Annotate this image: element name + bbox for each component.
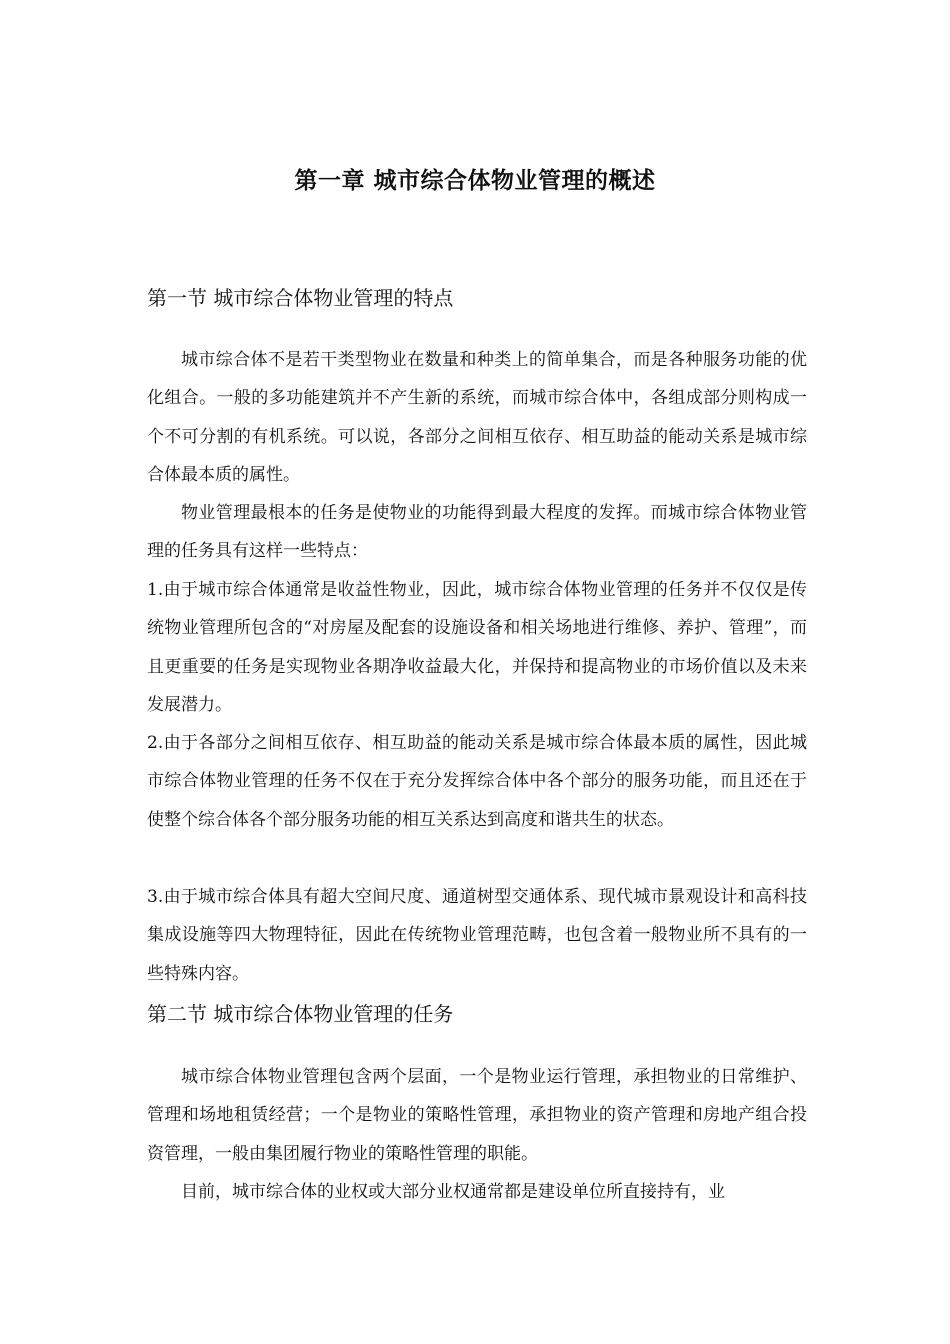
section-title-2: 第二节 城市综合体物业管理的任务 [147,1002,454,1026]
section-1-list-item-1: 1.由于城市综合体通常是收益性物业，因此，城市综合体物业管理的任务并不仅仅是传统物业管理所包含的“对房屋及配套的设施设备和相关场地进行维修、养护、管理”，而且更重要的任务是实现物业各期净收益最大化，并保持和提高物业的市场价值以及未来发展潜力。 [147,580,807,716]
section-title-1: 第一节 城市综合体物业管理的特点 [147,286,454,310]
section-1-list-item-2: 2.由于各部分之间相互依存、相互助益的能动关系是城市综合体最本质的属性，因此城市综合体物业管理的任务不仅在于充分发挥综合体中各个部分的服务功能，而且还在于使整个综合体各个部分服务功能的相互关系达到高度和谐共生的状态。 [147,733,807,830]
section-2-paragraph-2: 目前，城市综合体的业权或大部分业权通常都是建设单位所直接持有，业 [181,1182,725,1202]
section-1-paragraph-1: 城市综合体不是若干类型物业在数量和种类上的简单集合，而是各种服务功能的优化组合。一般的多功能建筑并不产生新的系统，而城市综合体中，各组成部分则构成一个不可分割的有机系统。可以说，各部分之间相互依存、相互助益的能动关系是城市综合体最本质的属性。 [147,350,807,486]
section-1-paragraph-2: 物业管理最根本的任务是使物业的功能得到最大程度的发挥。而城市综合体物业管理的任务具有这样一些特点： [147,503,807,562]
section-2-paragraph-1: 城市综合体物业管理包含两个层面，一个是物业运行管理，承担物业的日常维护、管理和场地租赁经营；一个是物业的策略性管理，承担物业的资产管理和房地产组合投资管理，一般由集团履行物业的策略性管理的职能。 [147,1067,807,1164]
chapter-title: 第一章 城市综合体物业管理的概述 [294,167,656,194]
section-1-list-item-3: 3.由于城市综合体具有超大空间尺度、通道树型交通体系、现代城市景观设计和高科技集成设施等四大物理特征，因此在传统物业管理范畴，也包含着一般物业所不具有的一些特殊内容。 [147,887,807,984]
